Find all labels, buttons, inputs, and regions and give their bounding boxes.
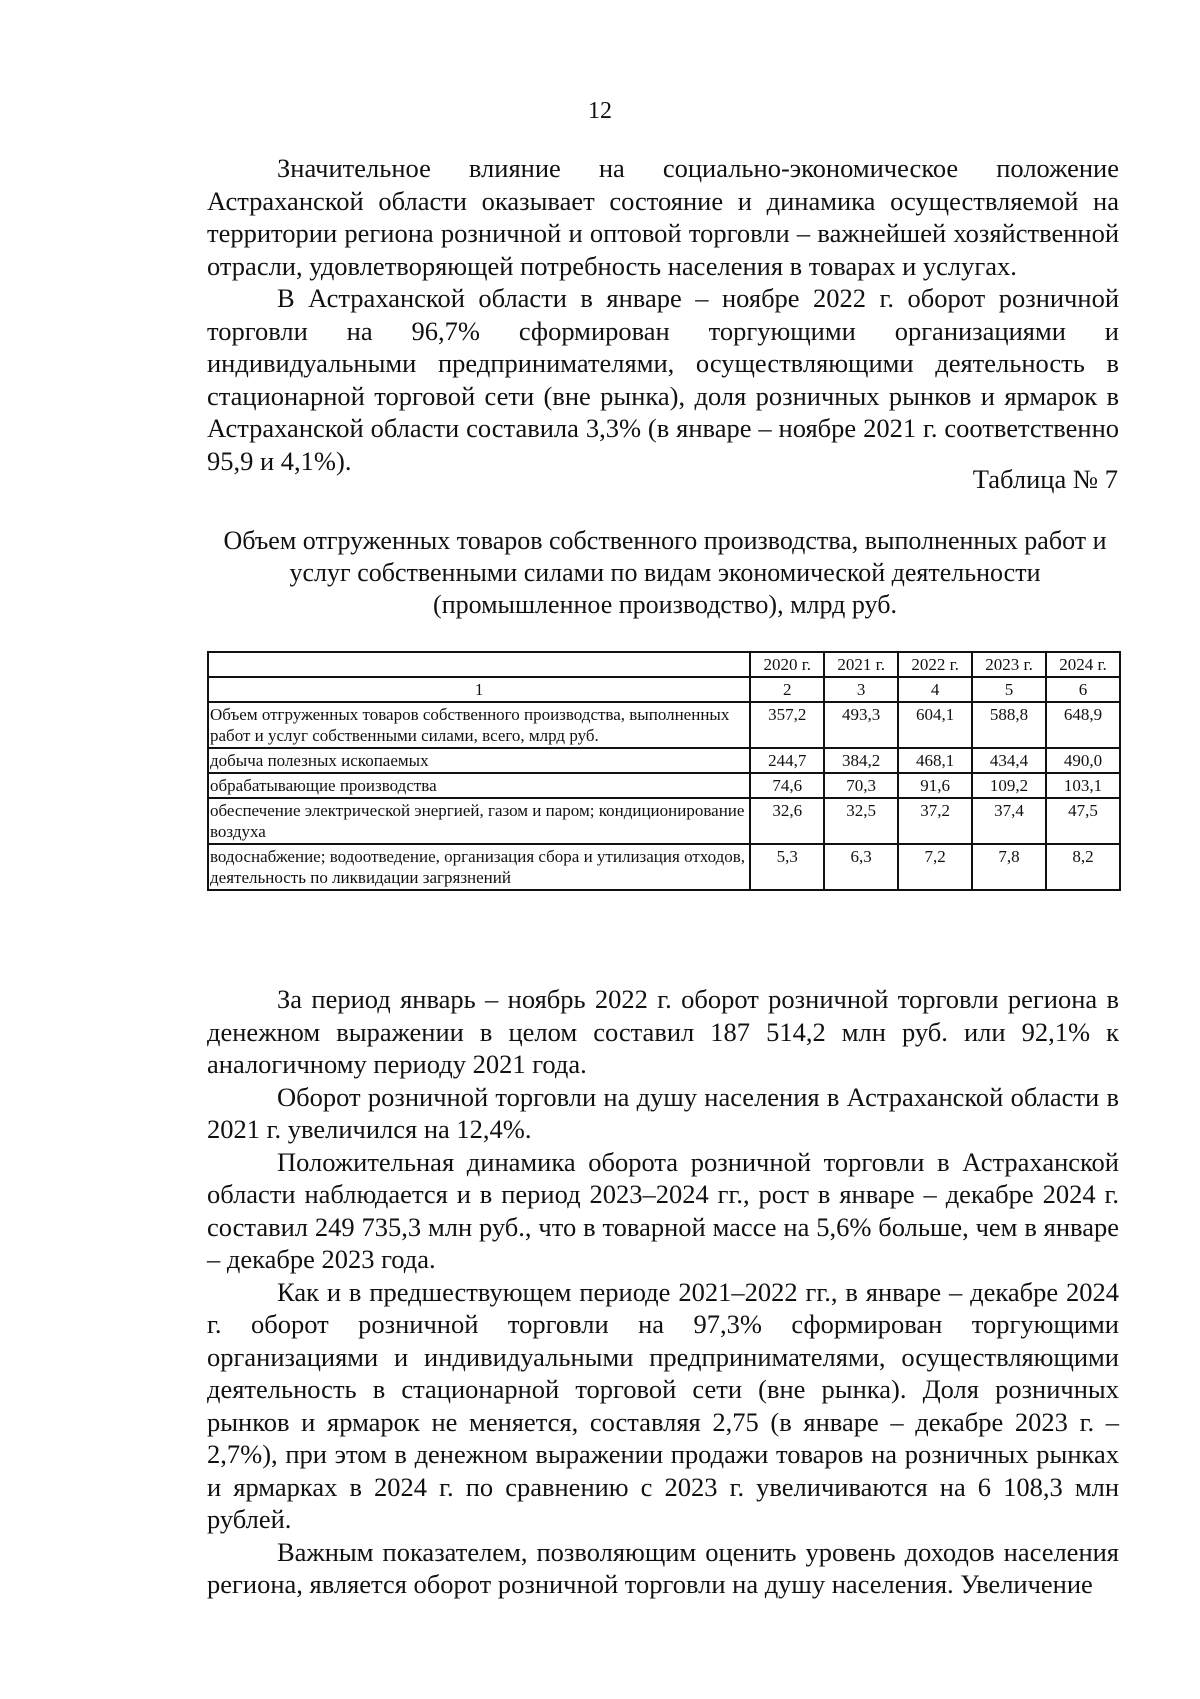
table-cell: 244,7 <box>750 748 824 773</box>
table-row <box>208 798 1120 844</box>
table-row <box>208 748 1120 773</box>
intro-text <box>207 152 1119 477</box>
table-cell: 468,1 <box>898 748 972 773</box>
table-cell: 70,3 <box>824 773 898 798</box>
table-cell: 74,6 <box>750 773 824 798</box>
table-cell: 91,6 <box>898 773 972 798</box>
table-header-cell: 2024 г. <box>1046 652 1120 677</box>
table-cell: 5,3 <box>750 844 824 890</box>
paragraph: Значительное влияние на социально-экономическое положение Астраханской области оказывает состояние и динамика осуществляемой на территории региона розничной и оптовой торговли – важнейшей хозяйственной отрасли, удовлетворяющей потребность населения в товарах и услугах. <box>207 153 1119 281</box>
table-header-cell: 2020 г. <box>750 652 824 677</box>
table-cell: 109,2 <box>972 773 1046 798</box>
row-label: обеспечение электрической энергией, газом и паром; кондиционирование воздуха <box>208 798 750 844</box>
table-cell: 8,2 <box>1046 844 1120 890</box>
page-number: 12 <box>588 98 612 124</box>
table-cell: 357,2 <box>750 702 824 748</box>
table-cell: 103,1 <box>1046 773 1120 798</box>
table-cell: 604,1 <box>898 702 972 748</box>
table-header-cell: 2022 г. <box>898 652 972 677</box>
table-cell: 384,2 <box>824 748 898 773</box>
row-label: Объем отгруженных товаров собственного производства, выполненных работ и услуг собственными силами, всего, млрд руб. <box>208 702 750 748</box>
table-header-cell: 2021 г. <box>824 652 898 677</box>
column-number: 6 <box>1046 677 1120 702</box>
row-label: водоснабжение; водоотведение, организация сбора и утилизация отходов, деятельность по ликвидации загрязнений <box>208 844 750 890</box>
table-cell: 6,3 <box>824 844 898 890</box>
table-row <box>208 844 1120 890</box>
table-cell: 7,8 <box>972 844 1046 890</box>
table-header-cell <box>208 652 750 677</box>
column-number: 2 <box>750 677 824 702</box>
table-cell: 47,5 <box>1046 798 1120 844</box>
column-number: 3 <box>824 677 898 702</box>
column-number: 5 <box>972 677 1046 702</box>
table-header-row <box>208 652 1120 677</box>
table-cell: 32,6 <box>750 798 824 844</box>
table-cell: 37,4 <box>972 798 1046 844</box>
paragraph: За период январь – ноябрь 2022 г. оборот розничной торговли региона в денежном выражении в целом составил 187 514,2 млн руб. или 92,1% к аналогичному периоду 2021 года. <box>207 984 1119 1079</box>
table-header-cell: 2023 г. <box>972 652 1046 677</box>
column-number-row <box>208 677 1120 702</box>
table-cell: 490,0 <box>1046 748 1120 773</box>
table-title: Объем отгруженных товаров собственного производства, выполненных работ и услуг собственными силами по видам экономической деятельности (промышленное производство), млрд руб. <box>223 526 1107 619</box>
table-cell: 37,2 <box>898 798 972 844</box>
production-table <box>207 651 1121 891</box>
row-label: добыча полезных ископаемых <box>208 748 750 773</box>
paragraph: Оборот розничной торговли на душу населения в Астраханской области в 2021 г. увеличился на 12,4%. <box>207 1081 1119 1144</box>
paragraph: Как и в предшествующем периоде 2021–2022 гг., в январе – декабре 2024 г. оборот розничной торговли на 97,3% сформирован торгующими организациями и индивидуальными предпринимателями, осуществляющими деятельность в стационарной торговой сети (вне рынка). Доля розничных рынков и ярмарок не меняется, составляя 2,75 (в январе – декабре 2023 г. – 2,7%), при этом в денежном выражении продажи товаров на розничных рынках и ярмарках в 2024 г. по сравнению с 2023 г. увеличиваются на 6 108,3 млн рублей. <box>207 1276 1119 1534</box>
body-text <box>207 983 1119 1601</box>
table-label: Таблица № 7 <box>972 464 1118 494</box>
paragraph: Положительная динамика оборота розничной торговли в Астраханской области наблюдается и в период 2023–2024 гг., рост в январе – декабре 2024 г. составил 249 735,3 млн руб., что в товарной массе на 5,6% больше, чем в январе – декабре 2023 года. <box>207 1146 1119 1274</box>
table-row <box>208 702 1120 748</box>
table-cell: 7,2 <box>898 844 972 890</box>
table-cell: 434,4 <box>972 748 1046 773</box>
table-cell: 648,9 <box>1046 702 1120 748</box>
paragraph: Важным показателем, позволяющим оценить уровень доходов населения региона, является оборот розничной торговли на душу населения. Увеличение <box>207 1536 1119 1599</box>
row-label: обрабатывающие производства <box>208 773 750 798</box>
table-cell: 588,8 <box>972 702 1046 748</box>
paragraph: В Астраханской области в январе – ноябре 2022 г. оборот розничной торговли на 96,7% сформирован торгующими организациями и индивидуальными предпринимателями, осуществляющими деятельность в стационарной торговой сети (вне рынка), доля розничных рынков и ярмарок в Астраханской области составила 3,3% (в январе – ноябре 2021 г. соответственно 95,9 и 4,1%). <box>207 283 1119 476</box>
column-number: 1 <box>208 677 750 702</box>
table-cell: 493,3 <box>824 702 898 748</box>
column-number: 4 <box>898 677 972 702</box>
table-cell: 32,5 <box>824 798 898 844</box>
table-row <box>208 773 1120 798</box>
